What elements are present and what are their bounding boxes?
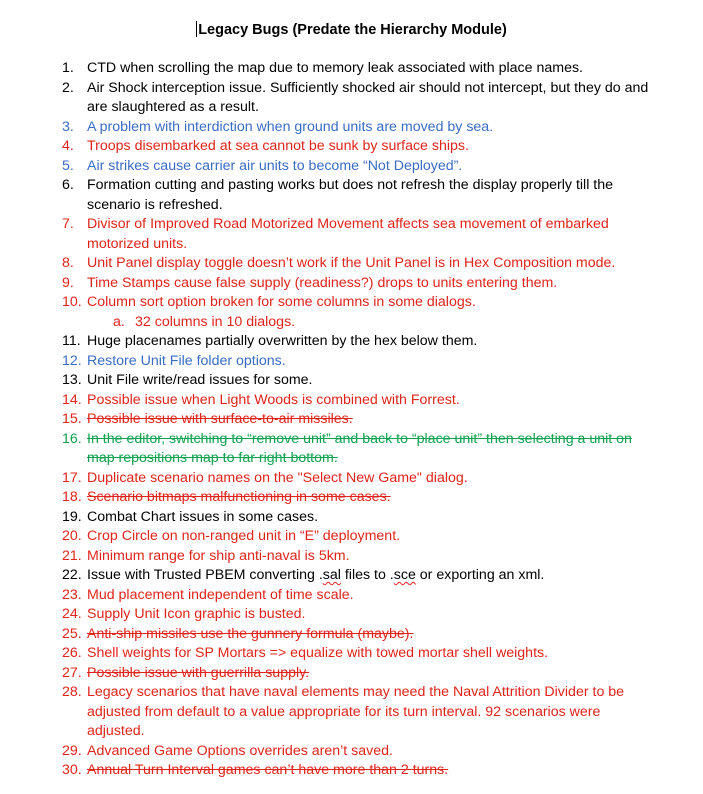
list-item [0, 59, 657, 79]
list-item [0, 332, 657, 352]
item-number: 16. [62, 430, 82, 447]
list-item [0, 430, 657, 469]
item-number: 8. [62, 255, 74, 271]
item-number: 5. [62, 157, 74, 174]
list-item [0, 176, 657, 215]
item-number: 11. [62, 333, 81, 349]
list-item [0, 79, 657, 118]
document-title-text: Legacy Bugs (Predate the Hierarchy Module) [198, 22, 507, 38]
list-item [0, 274, 657, 294]
item-text: Possible issue with guerrilla supply. [87, 664, 310, 681]
list-item [0, 566, 657, 586]
item-number: 19. [62, 508, 82, 525]
item-text: Supply Unit Icon graphic is busted. [87, 606, 306, 622]
item-number: 26. [62, 645, 82, 661]
bug-list [0, 59, 703, 781]
item-number: 1. [62, 60, 74, 76]
list-item [0, 586, 657, 606]
item-text: Column sort option broken for some columns in some dialogs. [87, 294, 476, 310]
item-number: 25. [62, 625, 82, 642]
list-item [0, 352, 657, 372]
document-title [0, 20, 703, 40]
item-text: Anti-ship missiles use the gunnery formula (maybe). [87, 625, 414, 642]
item-text: Troops disembarked at sea cannot be sunk by surface ships. [87, 138, 469, 154]
item-text: Unit File write/read issues for some. [87, 372, 313, 388]
list-item [0, 625, 657, 645]
item-number: 28. [62, 684, 82, 700]
item-number: 13. [62, 372, 82, 388]
item-number: 10. [62, 294, 82, 310]
list-item [0, 254, 657, 274]
sub-list-item [0, 313, 703, 333]
list-item [0, 118, 657, 138]
item-text: Restore Unit File folder options. [87, 352, 286, 369]
item-text: Huge placenames partially overwritten by the hex below them. [87, 333, 478, 349]
list-item [0, 157, 657, 177]
list-item [0, 664, 657, 684]
item-number: 29. [62, 742, 82, 759]
item-number: 7. [62, 216, 74, 232]
item-text: CTD when scrolling the map due to memory leak associated with place names. [87, 60, 584, 76]
list-item [0, 391, 657, 411]
item-number: 14. [62, 391, 82, 408]
list-item [0, 742, 657, 762]
item-text-post: or exporting an xml. [415, 567, 545, 583]
item-number: 20. [62, 528, 82, 544]
list-item [0, 469, 657, 489]
item-text: Minimum range for ship anti-naval is 5km. [87, 547, 350, 564]
item-text: Possible issue with surface-to-air missiles. [87, 411, 353, 427]
list-item [0, 547, 657, 567]
item-number: 18. [62, 489, 82, 505]
item-number: 4. [62, 138, 74, 154]
list-item [0, 371, 657, 391]
item-text: Duplicate scenario names on the "Select New Game" dialog. [87, 469, 468, 486]
sub-item-number: a. [113, 313, 125, 330]
item-text: Mud placement independent of time scale. [87, 586, 354, 603]
item-number: 15. [62, 411, 82, 427]
item-number: 21. [62, 547, 82, 564]
item-text: Unit Panel display toggle doesn’t work if the Unit Panel is in Hex Composition mode. [87, 255, 616, 271]
spellcheck-word-sal: sal [322, 567, 341, 583]
item-text: Air strikes cause carrier air units to become “Not Deployed”. [87, 157, 463, 174]
item-number: 30. [62, 762, 82, 778]
item-number: 24. [62, 606, 82, 622]
item-text: Time Stamps cause false supply (readiness?) drops to units entering them. [87, 274, 558, 291]
item-text: Advanced Game Options overrides aren’t saved. [87, 742, 393, 759]
item-text: Formation cutting and pasting works but does not refresh the display properly till the scenario is refreshed. [87, 177, 614, 213]
list-item [0, 215, 657, 254]
item-text: Shell weights for SP Mortars => equalize with towed mortar shell weights. [87, 645, 549, 661]
item-number: 9. [62, 274, 74, 291]
item-text: A problem with interdiction when ground units are moved by sea. [87, 118, 494, 135]
item-number: 22. [62, 567, 82, 583]
item-number: 17. [62, 469, 82, 486]
list-item [0, 527, 657, 547]
sub-item-text: 32 columns in 10 dialogs. [135, 313, 296, 330]
item-text: In the editor, switching to “remove unit” and back to “place unit” then selecting a unit on map repositions map to far right bottom. [87, 430, 632, 466]
item-text: Scenario bitmaps malfunctioning in some cases. [87, 489, 391, 505]
list-item [0, 644, 657, 664]
list-item [0, 605, 657, 625]
item-text: Crop Circle on non-ranged unit in “E” deployment. [87, 528, 401, 544]
item-text: Legacy scenarios that have naval elements may need the Naval Attrition Divider to be adjusted from default to a value appropriate for its turn interval. 92 scenarios were adjusted. [87, 684, 625, 739]
item-text-mid: files to . [340, 567, 394, 583]
item-number: 6. [62, 177, 74, 193]
list-item [0, 410, 657, 430]
list-item [0, 488, 657, 508]
item-number: 12. [62, 352, 82, 369]
item-text-pre: Issue with Trusted PBEM converting . [87, 567, 323, 583]
list-item [0, 683, 657, 742]
item-text: Annual Turn Interval games can’t have more than 2 turns. [87, 762, 449, 778]
item-text: Air Shock interception issue. Sufficiently shocked air should not intercept, but they do and are slaughtered as a result. [87, 79, 649, 115]
list-item [0, 137, 657, 157]
item-number: 3. [62, 118, 74, 135]
item-number: 27. [62, 664, 82, 681]
list-item [0, 293, 657, 313]
list-item [0, 761, 657, 781]
item-text: Combat Chart issues in some cases. [87, 508, 319, 525]
item-number: 23. [62, 586, 82, 603]
item-text: Possible issue when Light Woods is combined with Forrest. [87, 391, 460, 408]
list-item [0, 508, 657, 528]
spellcheck-word-sce: sce [393, 567, 416, 583]
item-number: 2. [62, 79, 74, 96]
item-text: Divisor of Improved Road Motorized Movement affects sea movement of embarked motorized units. [87, 216, 609, 252]
